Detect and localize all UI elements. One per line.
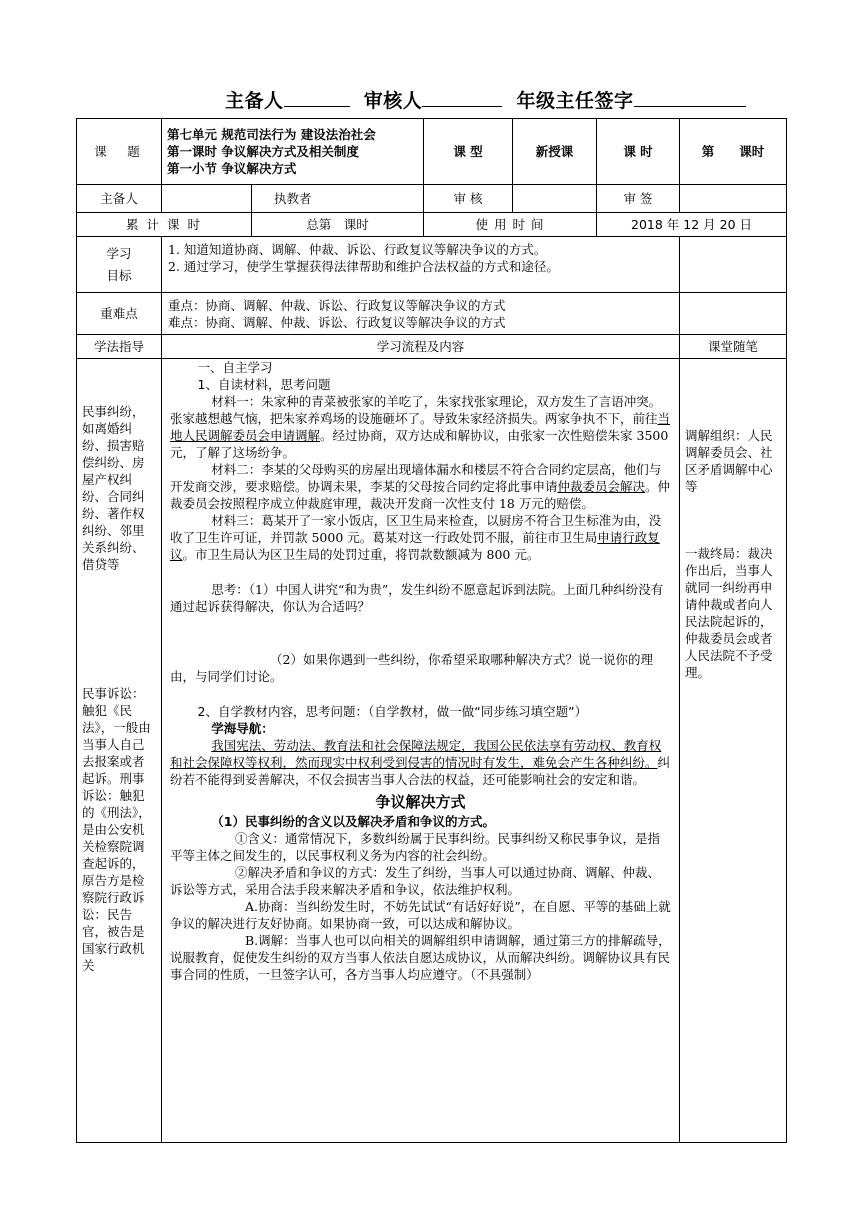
key-points-empty xyxy=(680,293,787,335)
section-textbook: 2、自学教材内容，思考问题：（自学教材，做一做“同步练习填空题”） xyxy=(197,704,588,719)
subheading-civil-disputes: （1）民事纠纷的含义以及解决矛盾和争议的方式。 xyxy=(211,814,495,829)
section-read-materials: 1、自读材料，思考问题 xyxy=(197,377,331,392)
goals-label xyxy=(77,237,162,293)
period-value: 第 课时 xyxy=(680,119,787,185)
guide-header: 学法指导 xyxy=(77,335,162,359)
paragraph-methods: ②解决矛盾和争议的方式：发生了纠纷，当事人可以通过协商、调解、仲裁、诉讼等方式，采用合法手段来解决矛盾和争议，依法维护权利。 xyxy=(170,865,661,897)
notes-header: 课堂随笔 xyxy=(680,335,787,359)
material-3-underline: 申请行政复议 xyxy=(170,530,660,562)
topic-row xyxy=(77,119,787,185)
notes-column xyxy=(680,359,787,1143)
time-row xyxy=(77,213,787,237)
review-label: 审 核 xyxy=(424,185,513,213)
grade-director-blank[interactable] xyxy=(634,90,746,107)
topic-value xyxy=(162,119,424,185)
process-content xyxy=(162,359,680,1143)
topic-label: 课 题 xyxy=(77,119,162,185)
paragraph-mediation: B.调解：当事人也可以向相关的调解组织申请调解，通过第三方的排解疏导，说服教育，促使发生纠纷的双方当事人依法自愿达成协议，从而解决纠纷。调解协议具有民事合同的性质，一旦签字认可，各方当事人均应遵守。（不具强制） xyxy=(170,933,671,982)
material-1-underline: 当地人民调解委员会申请调解 xyxy=(170,411,671,443)
material-1: 材料一：朱家种的青菜被张家的羊吃了，朱家找张家理论，双方发生了言语冲突。张家越想越气恼，把朱家养鸡场的设施砸坏了。导致朱家经济损失。两家争执不下，前往当地人民调解委员会申请调解。经过协商，双方达成和解协议，由张家一次性赔偿朱家 3500 元，了解了这场纷争。 xyxy=(170,394,671,460)
teacher-label: 执教者 xyxy=(252,185,424,213)
main-preparer-label: 主备人 xyxy=(225,90,284,112)
preparer-value[interactable] xyxy=(162,185,252,213)
material-2: 材料二：李某的父母购买的房屋出现墙体漏水和楼层不符合合同约定层高，他们与开发商交涉，要求赔偿。协调未果，李某的父母按合同约定将此事申请仲裁委员会解决。仲裁委员会按照程序成立仲裁庭审理，裁决开发商一次性支付 18 万元的赔偿。 xyxy=(170,462,671,511)
approve-value[interactable] xyxy=(680,185,787,213)
material-3: 材料三：葛某开了一家小饭店，区卫生局来检查，以厨房不符合卫生标准为由，没收了卫生许可证，并罚款 5000 元。葛某对这一行政处罚不服，前往市卫生局申请行政复议。市卫生局认为区卫生局的处罚过重，将罚款数额减为 800 元。 xyxy=(170,513,662,562)
question-2: （2）如果你遇到一些纠纷，你希望采取哪种解决方式？说一说你的理由，与同学们讨论。 xyxy=(170,652,653,684)
approve-label: 审 签 xyxy=(597,185,680,213)
period-label: 课 时 xyxy=(597,119,680,185)
key-points-label: 重难点 xyxy=(77,293,162,335)
difficult-point: 难点：协商、调解、仲裁、诉讼、行政复议等解决争议的方式 xyxy=(168,314,506,330)
content-row xyxy=(77,359,787,1143)
goals-label-line: 学习 xyxy=(106,245,132,261)
staff-row xyxy=(77,185,787,213)
section-self-study: 一、自主学习 xyxy=(197,360,273,375)
key-point: 重点：协商、调解、仲裁、诉讼、行政复议等解决争议的方式 xyxy=(168,297,506,313)
process-header: 学习流程及内容 xyxy=(162,335,680,359)
signature-header xyxy=(225,86,746,113)
use-time-value: 2018 年 12 月 20 日 xyxy=(597,213,787,237)
main-preparer-blank[interactable] xyxy=(284,90,350,107)
use-time-label: 使 用 时 间 xyxy=(424,213,597,237)
heading-dispute-methods: 争议解决方式 xyxy=(375,793,466,811)
total-label: 总第 课时 xyxy=(252,213,424,237)
topic-line: 第一课时 争议解决方式及相关制度 xyxy=(167,144,359,159)
key-points-row xyxy=(77,293,787,335)
question-1: 思考：（1）中国人讲究“和为贵”，发生纠纷不愿意起诉到法院。上面几种纠纷没有通过起诉获得解决，你认为合适吗？ xyxy=(170,582,664,614)
goal-item: 1. 知道知道协商、调解、仲裁、诉讼、行政复议等解决争议的方式。 xyxy=(168,242,547,257)
type-label: 课 型 xyxy=(424,119,513,185)
guide-column xyxy=(77,359,162,1143)
key-points-content xyxy=(162,293,680,335)
nav-underline: 我国宪法、劳动法、教育法和社会保障法规定，我国公民依法享有劳动权、教育权和社会保障权等权利，然而现实中权利受到侵害的情况时有发生，难免会产生各种纠纷。 xyxy=(170,738,662,770)
mediation-note: 调解组织：人民调解委员会、社区矛盾调解中心等 xyxy=(685,428,773,494)
goals-label-line: 目标 xyxy=(106,267,132,283)
cumulative-label: 累 计 课 时 xyxy=(77,213,252,237)
columns-header-row xyxy=(77,335,787,359)
review-value[interactable] xyxy=(513,185,597,213)
lesson-plan-table xyxy=(76,118,787,1143)
paragraph-negotiation: A.协商：当纠纷发生时，不妨先试试“有话好好说”，在自愿、平等的基础上就争议的解决进行友好协商。如果协商一致，可以达成和解协议。 xyxy=(170,899,671,931)
final-ruling-note: 一裁终局：裁决作出后，当事人就同一纠纷再申请仲裁或者向人民法院起诉的，仲裁委员会或者人民法院不予受理。 xyxy=(685,546,773,680)
goal-item: 2. 通过学习，使学生掌握获得法律帮助和维护合法权益的方式和途径。 xyxy=(168,259,559,274)
nav-title: 学海导航： xyxy=(211,721,274,736)
material-2-underline: 仲裁委员会解决 xyxy=(557,479,646,494)
reviewer-blank[interactable] xyxy=(422,90,502,107)
goals-content xyxy=(162,237,680,293)
type-value: 新授课 xyxy=(513,119,597,185)
topic-line: 第一小节 争议解决方式 xyxy=(167,161,297,176)
reviewer-label: 审核人 xyxy=(363,90,423,112)
paragraph-meaning: ①含义：通常情况下，多数纠纷属于民事纠纷。民事纠纷又称民事争议，是指平等主体之间发生的，以民事权利义务为内容的社会纠纷。 xyxy=(170,831,661,863)
nav-paragraph: 我国宪法、劳动法、教育法和社会保障法规定，我国公民依法享有劳动权、教育权和社会保障权等权利，然而现实中权利受到侵害的情况时有发生，难免会产生各种纠纷。纠纷若不能得到妥善解决，不仅会损害当事人合法的权益，还可能影响社会的安定和谐。 xyxy=(170,738,671,787)
litigation-note: 民事诉讼：触犯《民法》，一般由当事人自己去报案或者起诉。刑事诉讼：触犯的《刑法》，是由公安机关检察院调查起诉的，原告方是检察院行政诉讼：民告官，被告是国家行政机关 xyxy=(82,686,151,973)
goals-empty xyxy=(680,237,787,293)
grade-director-label: 年级主任签字 xyxy=(516,90,634,112)
preparer-label: 主备人 xyxy=(77,185,162,213)
topic-line: 第七单元 规范司法行为 建设法治社会 xyxy=(167,127,376,142)
civil-disputes-note: 民事纠纷，如离婚纠纷、损害赔偿纠纷、房屋产权纠纷、合同纠纷、著作权纠纷、邻里关系纠纷、借贷等 xyxy=(82,404,145,572)
goals-row xyxy=(77,237,787,293)
